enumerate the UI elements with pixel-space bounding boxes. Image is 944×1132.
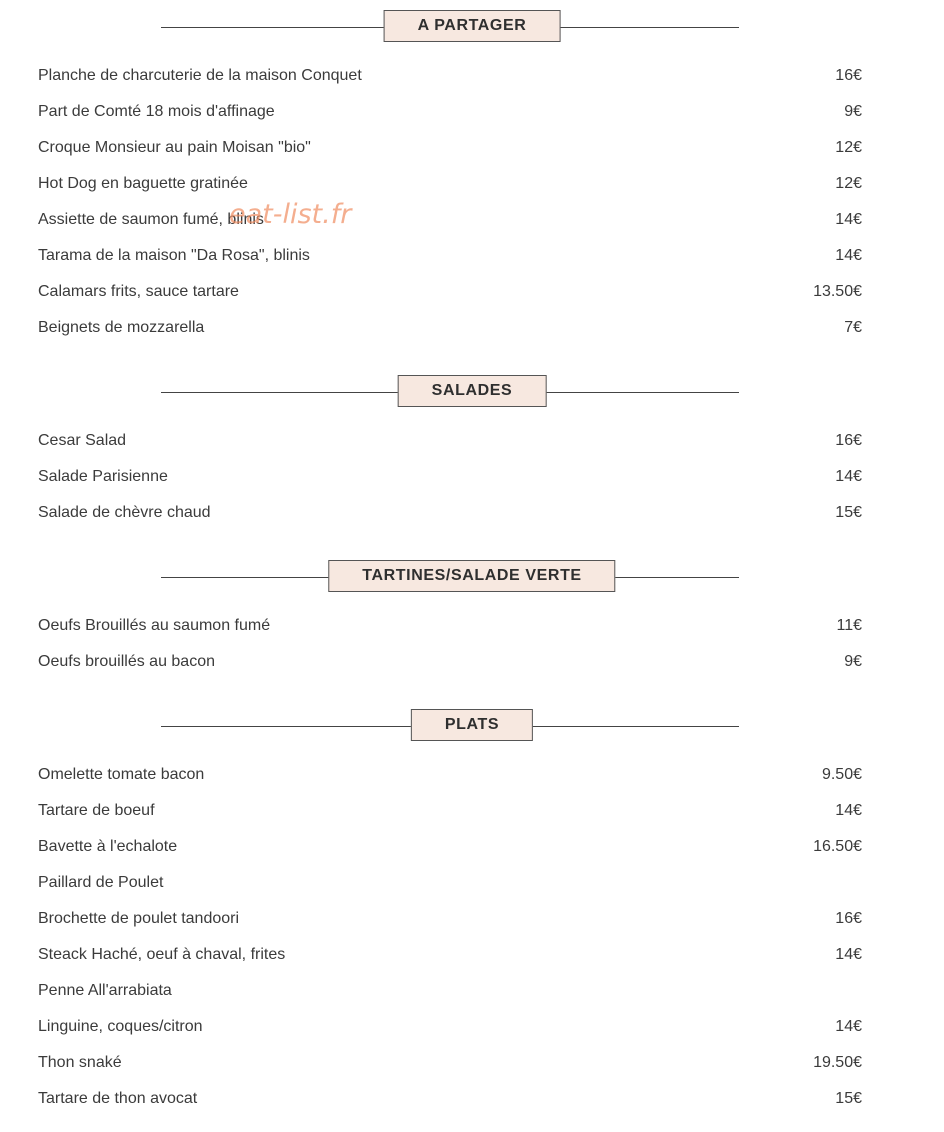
menu-item bbox=[0, 829, 944, 865]
section-title: SALADES bbox=[398, 375, 547, 407]
item-price: 16€ bbox=[835, 67, 862, 84]
menu-item bbox=[0, 1009, 944, 1045]
menu-item bbox=[0, 166, 944, 202]
item-price: 12€ bbox=[835, 175, 862, 192]
menu-item bbox=[0, 757, 944, 793]
item-price: 14€ bbox=[835, 946, 862, 963]
item-price: 13.50€ bbox=[813, 283, 862, 300]
section-header bbox=[0, 709, 944, 741]
item-name: Oeufs brouillés au bacon bbox=[38, 653, 215, 670]
menu-item bbox=[0, 1081, 944, 1117]
menu-item bbox=[0, 793, 944, 829]
menu-list bbox=[0, 58, 944, 346]
item-name: Oeufs Brouillés au saumon fumé bbox=[38, 617, 271, 634]
menu-item bbox=[0, 495, 944, 531]
item-name: Tarama de la maison "Da Rosa", blinis bbox=[38, 247, 310, 264]
menu-item bbox=[0, 937, 944, 973]
menu-item bbox=[0, 608, 944, 644]
menu-item bbox=[0, 423, 944, 459]
item-name: Hot Dog en baguette gratinée bbox=[38, 175, 248, 192]
section-title: PLATS bbox=[411, 709, 533, 741]
item-price: 16€ bbox=[835, 910, 862, 927]
item-price: 19.50€ bbox=[813, 1054, 862, 1071]
menu-list bbox=[0, 608, 944, 680]
menu-item bbox=[0, 202, 944, 238]
menu-list bbox=[0, 757, 944, 1117]
item-name: Part de Comté 18 mois d'affinage bbox=[38, 103, 275, 120]
section-a-partager bbox=[0, 10, 944, 346]
item-price: 15€ bbox=[835, 504, 862, 521]
item-name: Salade Parisienne bbox=[38, 468, 168, 485]
menu-item bbox=[0, 865, 944, 901]
menu-item bbox=[0, 973, 944, 1009]
menu-item bbox=[0, 644, 944, 680]
item-name: Omelette tomate bacon bbox=[38, 766, 205, 783]
item-name: Croque Monsieur au pain Moisan "bio" bbox=[38, 139, 311, 156]
menu-item bbox=[0, 901, 944, 937]
menu-item bbox=[0, 459, 944, 495]
menu-item bbox=[0, 274, 944, 310]
section-header bbox=[0, 560, 944, 592]
item-name: Penne All'arrabiata bbox=[38, 982, 172, 999]
item-name: Calamars frits, sauce tartare bbox=[38, 283, 239, 300]
menu-item bbox=[0, 58, 944, 94]
item-name: Beignets de mozzarella bbox=[38, 319, 205, 336]
menu-item bbox=[0, 310, 944, 346]
item-price: 7€ bbox=[844, 319, 862, 336]
item-price: 9.50€ bbox=[821, 766, 862, 783]
menu-item bbox=[0, 238, 944, 274]
item-name: Linguine, coques/citron bbox=[38, 1018, 203, 1035]
item-name: Steack Haché, oeuf à chaval, frites bbox=[38, 946, 286, 963]
section-title: TARTINES/SALADE VERTE bbox=[328, 560, 615, 592]
item-name: Thon snaké bbox=[38, 1054, 122, 1071]
watermark: eat-list.fr bbox=[229, 199, 352, 230]
item-name: Bavette à l'echalote bbox=[38, 838, 178, 855]
section-tartines bbox=[0, 560, 944, 680]
item-name: Brochette de poulet tandoori bbox=[38, 910, 240, 927]
item-price: 15€ bbox=[835, 1090, 862, 1107]
menu-list bbox=[0, 423, 944, 531]
item-price: 12€ bbox=[835, 139, 862, 156]
item-price: 14€ bbox=[835, 211, 862, 228]
item-name: Salade de chèvre chaud bbox=[38, 504, 211, 521]
item-name: Tartare de boeuf bbox=[38, 802, 155, 819]
section-header bbox=[0, 10, 944, 42]
menu-item bbox=[0, 94, 944, 130]
item-name: Tartare de thon avocat bbox=[38, 1090, 198, 1107]
item-price: 14€ bbox=[835, 468, 862, 485]
item-price: 16.50€ bbox=[813, 838, 862, 855]
item-name: Assiette de saumon fumé, blinis bbox=[38, 211, 264, 228]
section-plats bbox=[0, 709, 944, 1117]
item-name: Paillard de Poulet bbox=[38, 874, 164, 891]
section-salades bbox=[0, 375, 944, 531]
section-header bbox=[0, 375, 944, 407]
item-price: 14€ bbox=[835, 1018, 862, 1035]
menu-item bbox=[0, 130, 944, 166]
item-price: 11€ bbox=[836, 617, 862, 634]
item-name: Planche de charcuterie de la maison Conquet bbox=[38, 67, 362, 84]
item-price: 14€ bbox=[835, 247, 862, 264]
item-price: 14€ bbox=[835, 802, 862, 819]
item-name: Cesar Salad bbox=[38, 432, 127, 449]
menu-item bbox=[0, 1045, 944, 1081]
item-price: 9€ bbox=[844, 653, 862, 670]
section-title: A PARTAGER bbox=[384, 10, 561, 42]
item-price: 9€ bbox=[844, 103, 862, 120]
item-price: 16€ bbox=[835, 432, 862, 449]
